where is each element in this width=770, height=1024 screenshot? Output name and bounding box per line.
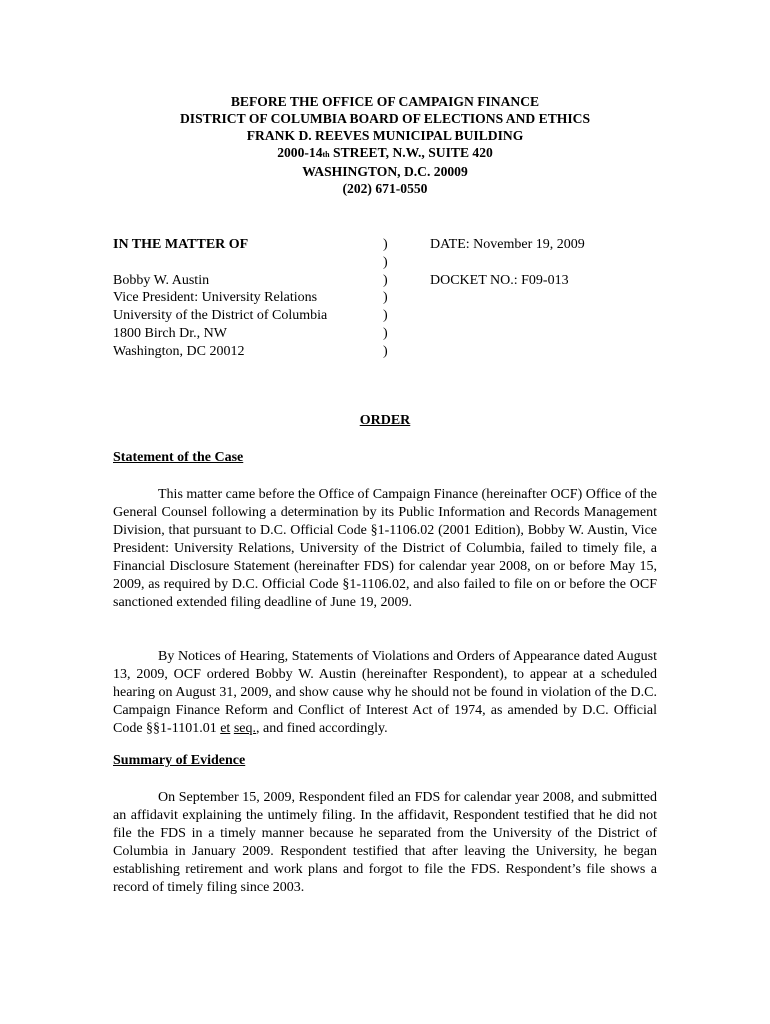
order-title: ORDER [359, 413, 411, 428]
header-office: BEFORE THE OFFICE OF CAMPAIGN FINANCE [230, 94, 540, 109]
street-rest: STREET, N.W., SUITE 420 [329, 144, 493, 160]
evidence-text-1: On September 15, 2009, Respondent filed an FDS for calendar year 2008, and submitted an affidavit explaining the untimely filing. In the affidavit, Respondent testified that he did not file the FDS in a timely manner because he separated from the University of the District of Columbia in January 2009. Respondent testified that after leaving the University, he began establishing retirement and work plans and forgot to file the FDS. Respondent’s file shows a record of timely filing since 2003. [113, 790, 657, 895]
case-details [430, 236, 585, 289]
paren: ) [383, 272, 388, 288]
caption-parentheses [383, 236, 388, 361]
evidence-paragraph-1 [113, 789, 657, 897]
paren: ) [383, 290, 388, 306]
statement-text-1: This matter came before the Office of Campaign Finance (hereinafter OCF) Office of the General Counsel following a determination by its Public Information and Records Management Division, that pursuant to D.C. Official Code §1-1106.02 (2001 Edition), Bobby W. Austin, Vice President: University Relations, University of the District of Columbia, failed to timely file, a Financial Disclosure Statement (hereinafter FDS) for calendar year 2008, on or before May 15, 2009, as required by D.C. Official Code §1-1106.02, and also failed to file on or before the OCF sanctioned extended filing deadline of June 19, 2009. [113, 487, 658, 610]
document-header [0, 94, 770, 197]
respondent-name: Bobby W. Austin [113, 272, 210, 288]
paren: ) [383, 343, 388, 359]
evidence-heading: Summary of Evidence [113, 753, 246, 768]
et-text: et [220, 721, 231, 736]
paren: ) [383, 237, 388, 252]
paren: ) [383, 325, 388, 341]
docket-field: DOCKET NO.: F09-013 [430, 272, 569, 288]
header-board: DISTRICT OF COLUMBIA BOARD OF ELECTIONS AND ETHICS [179, 110, 591, 126]
date-field: DATE: November 19, 2009 [430, 237, 585, 252]
header-phone: (202) 671-0550 [342, 180, 428, 196]
seq-text: seq. [233, 721, 256, 736]
case-caption [113, 236, 327, 361]
header-city: WASHINGTON, D.C. 20009 [302, 163, 468, 179]
paren: ) [383, 254, 388, 270]
paren: ) [383, 308, 388, 324]
respondent-city: Washington, DC 20012 [113, 343, 245, 359]
header-street [0, 145, 770, 164]
statement-paragraph-1 [113, 486, 657, 612]
header-building: FRANK D. REEVES MUNICIPAL BUILDING [246, 127, 524, 143]
statement-text-2b: , and fined accordingly. [255, 721, 388, 736]
street-ordinal: th [322, 149, 330, 159]
respondent-street: 1800 Birch Dr., NW [113, 325, 227, 341]
respondent-title: Vice President: University Relations [113, 290, 318, 306]
respondent-institution: University of the District of Columbia [113, 308, 328, 324]
statement-text-2a: By Notices of Hearing, Statements of Violations and Orders of Appearance dated August 13, 2009, OCF ordered Bobby W. Austin (hereinafter Respondent), to appear at a scheduled hearing on August 31, 2009, and show cause why he should not be found in violation of the D.C. Campaign Finance Reform and Conflict of Interest Act of 1974, as amended by D.C. Official Code §§1-1101.01 [113, 649, 657, 736]
statement-heading: Statement of the Case [113, 450, 244, 465]
matter-label: IN THE MATTER OF [113, 237, 249, 252]
statement-paragraph-2 [113, 648, 657, 738]
street-number: 2000-14 [277, 144, 323, 160]
